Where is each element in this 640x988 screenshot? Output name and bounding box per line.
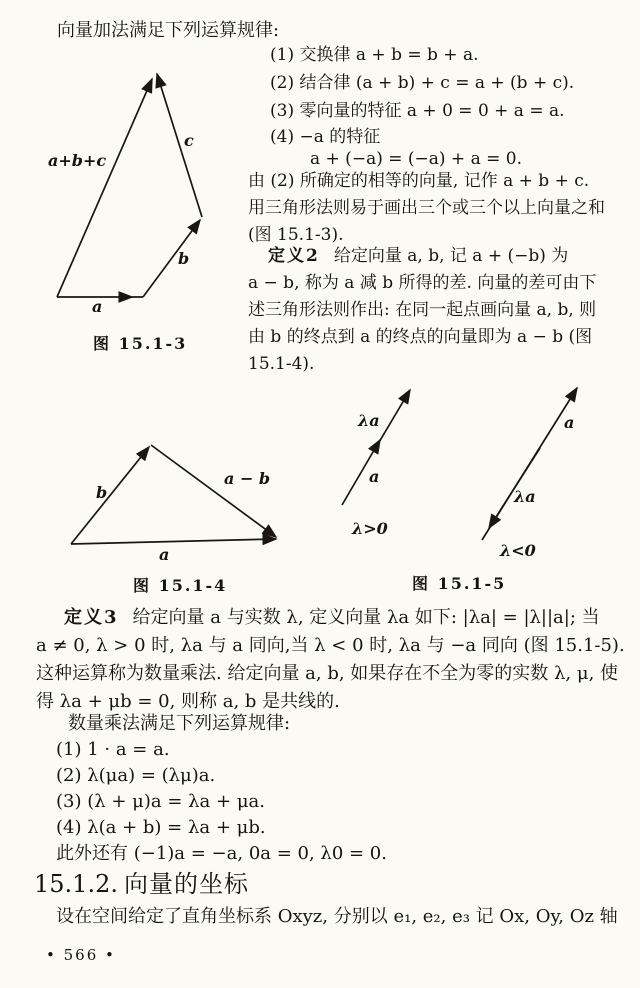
label-sum: a+b+c xyxy=(48,151,107,170)
definition2-line2: a − b, 称为 a 减 b 所得的差. 向量的差可由下 xyxy=(248,273,597,293)
section-heading xyxy=(34,864,249,899)
scalar-laws-extra: 此外还有 (−1)a = −a, 0a = 0, λ0 = 0. xyxy=(56,843,387,864)
figure-15-1-5 xyxy=(328,378,628,563)
addition-law-3: (3) 零向量的特征 a + 0 = 0 + a = a. xyxy=(270,101,565,121)
figure-15-1-4-caption: 图 15.1-4 xyxy=(133,576,228,595)
vector-c xyxy=(157,74,202,217)
intro-line: 向量加法满足下列运算规律: xyxy=(57,20,280,41)
definition2-line5: 15.1-4). xyxy=(248,354,315,374)
scalar-law-1: (1) 1 · a = a. xyxy=(56,739,170,760)
label-b: b xyxy=(96,483,108,502)
label-lambda-a-right: λa xyxy=(514,487,536,506)
label-a-left: a xyxy=(369,467,380,486)
scalar-law-2: (2) λ(μa) = (λμ)a. xyxy=(56,765,216,786)
label-b: b xyxy=(178,249,190,268)
definition2-line4: 由 b 的终点到 a 的终点的向量即为 a − b (图 xyxy=(248,327,593,347)
vector-a xyxy=(71,539,276,544)
definition2-first-text: 给定向量 a, b, 记 a + (−b) 为 xyxy=(333,246,569,266)
vector-sum-abc xyxy=(57,79,152,297)
label-a: a xyxy=(159,545,170,564)
label-a: a xyxy=(92,297,103,316)
right-column xyxy=(248,42,640,372)
vector-lambda-a-positive xyxy=(375,390,410,449)
label-a-right: a xyxy=(564,413,575,432)
figure-15-1-3 xyxy=(26,56,242,356)
definition2-term: 定义2 xyxy=(268,246,320,266)
addition-law-1: (1) 交换律 a + b = b + a. xyxy=(270,45,479,65)
addition-law-4: (4) −a 的特征 xyxy=(270,127,381,147)
label-condition-right: λ<0 xyxy=(500,541,536,560)
section-number: 15.1.2. xyxy=(34,870,118,898)
definition3-line3: 这种运算称为数量乘法. 给定向量 a, b, 如果存在不全为零的实数 λ, μ, 使 xyxy=(36,663,619,684)
label-a-minus-b: a − b xyxy=(224,469,271,488)
figure-15-1-3-caption: 图 15.1-3 xyxy=(93,334,188,353)
definition2-first-line xyxy=(268,245,568,267)
paragraph1-line2: 用三角形法则易于画出三个或三个以上向量之和 xyxy=(248,198,605,218)
negation-equation: a + (−a) = (−a) + a = 0. xyxy=(310,149,522,169)
paragraph1-line3: (图 15.1-3). xyxy=(248,225,344,245)
definition3-first-text: 给定向量 a 与实数 λ, 定义向量 λa 如下: |λa| = |λ||a|; 当 xyxy=(132,607,600,628)
figure-15-1-4 xyxy=(36,428,302,568)
definition3-term: 定义3 xyxy=(64,607,119,628)
vector-b xyxy=(71,447,149,544)
definition3-line4: 得 λa + μb = 0, 则称 a, b 是共线的. xyxy=(36,691,340,712)
definition3-first-line xyxy=(64,606,600,630)
scalar-law-4: (4) λ(a + b) = λa + μb. xyxy=(56,817,266,838)
definition2-line3: 述三角形法则作出: 在同一起点画向量 a, b, 则 xyxy=(248,300,597,320)
label-lambda-a-left: λa xyxy=(358,411,380,430)
vector-a-minus-b xyxy=(151,445,276,537)
paragraph1-line1: 由 (2) 所确定的相等的向量, 记作 a + b + c. xyxy=(248,171,590,191)
section-title: 向量的坐标 xyxy=(123,870,249,898)
section-body-line: 设在空间给定了直角坐标系 Oxyz, 分别以 e₁, e₂, e₃ 记 Ox, Oy, Oz 轴 xyxy=(56,906,618,927)
label-condition-left: λ>0 xyxy=(352,519,388,538)
definition3-line2: a ≠ 0, λ > 0 时, λa 与 a 同向,当 λ < 0 时, λa 与 −a 同向 (图 15.1-5). xyxy=(36,635,625,656)
figure-15-1-5-caption: 图 15.1-5 xyxy=(412,574,507,593)
addition-law-2: (2) 结合律 (a + b) + c = a + (b + c). xyxy=(270,73,575,93)
vector-b xyxy=(143,220,200,297)
scalar-laws-intro: 数量乘法满足下列运算规律: xyxy=(68,713,291,734)
page-number: • 566 • xyxy=(46,946,116,964)
label-c: c xyxy=(184,131,194,150)
scalar-law-3: (3) (λ + μ)a = λa + μa. xyxy=(56,791,265,812)
